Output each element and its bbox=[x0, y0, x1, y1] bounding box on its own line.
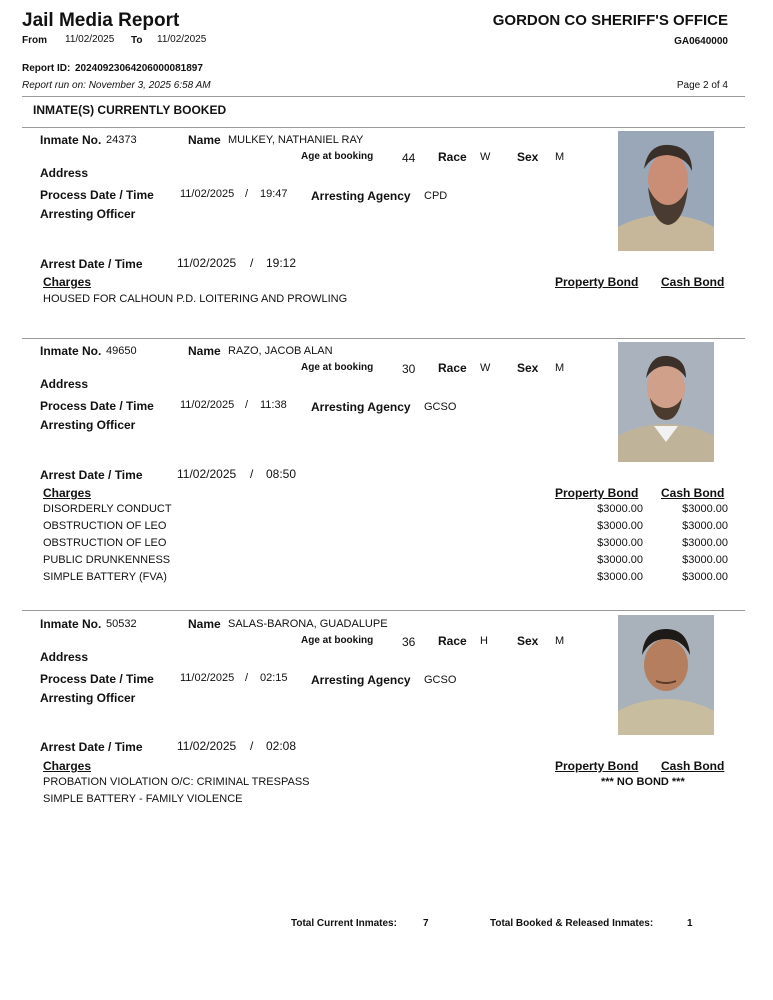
to-date: 11/02/2025 bbox=[157, 34, 207, 45]
race-value: W bbox=[480, 362, 491, 374]
inmate-photo bbox=[618, 131, 714, 251]
race-label: Race bbox=[438, 634, 467, 648]
age-label: Age at booking bbox=[301, 635, 374, 646]
cash-bond-amount: $3000.00 bbox=[682, 554, 728, 566]
process-slash: / bbox=[245, 399, 249, 411]
property-bond-amount: $3000.00 bbox=[597, 520, 643, 532]
report-run-on: Report run on: November 3, 2025 6:58 AM bbox=[22, 80, 211, 91]
no-bond-notice: *** NO BOND *** bbox=[601, 776, 685, 788]
race-value: W bbox=[480, 151, 491, 163]
sex-label: Sex bbox=[517, 361, 539, 375]
arresting-agency: GCSO bbox=[424, 401, 457, 413]
property-bond-amount: $3000.00 bbox=[597, 503, 643, 515]
age-value: 30 bbox=[402, 362, 416, 376]
race-value: H bbox=[480, 635, 488, 647]
inmate-no-label: Inmate No. bbox=[40, 344, 102, 358]
inmate-no: 49650 bbox=[106, 345, 137, 357]
arrest-date: 11/02/2025 bbox=[177, 467, 237, 481]
officer-label: Arresting Officer bbox=[40, 691, 136, 705]
total-released-value: 1 bbox=[687, 918, 693, 929]
inmate-photo bbox=[618, 615, 714, 735]
mugshot-image bbox=[618, 342, 714, 462]
arrest-date: 11/02/2025 bbox=[177, 739, 237, 753]
sex-label: Sex bbox=[517, 634, 539, 648]
agency-label: Arresting Agency bbox=[311, 400, 411, 414]
arresting-agency: CPD bbox=[424, 190, 448, 202]
arrest-time: 02:08 bbox=[266, 739, 297, 753]
address-label: Address bbox=[40, 650, 89, 664]
age-label: Age at booking bbox=[301, 151, 374, 162]
mugshot-image bbox=[618, 615, 714, 735]
property-bond-amount: $3000.00 bbox=[597, 554, 643, 566]
arrest-slash: / bbox=[250, 739, 254, 753]
process-label: Process Date / Time bbox=[40, 672, 154, 686]
agency-label: Arresting Agency bbox=[311, 189, 411, 203]
officer-label: Arresting Officer bbox=[40, 207, 136, 221]
charge-text: SIMPLE BATTERY - FAMILY VIOLENCE bbox=[43, 793, 243, 805]
name-label: Name bbox=[188, 133, 221, 147]
process-time: 02:15 bbox=[260, 672, 288, 684]
to-label: To bbox=[131, 35, 143, 46]
inmate-no-label: Inmate No. bbox=[40, 133, 102, 147]
arrest-time: 08:50 bbox=[266, 467, 297, 481]
agency-label: Arresting Agency bbox=[311, 673, 411, 687]
process-date: 11/02/2025 bbox=[180, 672, 235, 684]
page-number: Page 2 of 4 bbox=[676, 80, 728, 91]
process-time: 19:47 bbox=[260, 188, 288, 200]
cash-bond-amount: $3000.00 bbox=[682, 520, 728, 532]
sex-value: M bbox=[555, 362, 565, 374]
process-date: 11/02/2025 bbox=[180, 188, 235, 200]
charges-label: Charges bbox=[43, 486, 92, 500]
race-label: Race bbox=[438, 361, 467, 375]
arrest-date: 11/02/2025 bbox=[177, 256, 237, 270]
from-date: 11/02/2025 bbox=[65, 34, 115, 45]
charges-label: Charges bbox=[43, 275, 92, 289]
arrest-slash: / bbox=[250, 256, 254, 270]
record-divider bbox=[22, 610, 745, 611]
cash-bond-label: Cash Bond bbox=[661, 275, 725, 289]
arrest-label: Arrest Date / Time bbox=[40, 740, 143, 754]
address-label: Address bbox=[40, 377, 89, 391]
charge-text: HOUSED FOR CALHOUN P.D. LOITERING AND PROWLING bbox=[43, 293, 348, 305]
header-divider bbox=[22, 96, 745, 97]
arrest-label: Arrest Date / Time bbox=[40, 468, 143, 482]
inmate-name: RAZO, JACOB ALAN bbox=[228, 345, 333, 357]
charge-text: PROBATION VIOLATION O/C: CRIMINAL TRESPASS bbox=[43, 776, 310, 788]
race-label: Race bbox=[438, 150, 467, 164]
property-bond-amount: $3000.00 bbox=[597, 537, 643, 549]
property-bond-label: Property Bond bbox=[555, 486, 639, 500]
inmate-no-label: Inmate No. bbox=[40, 617, 102, 631]
mugshot-image bbox=[618, 131, 714, 251]
report-id: 20240923064206000081897 bbox=[75, 63, 203, 74]
sex-label: Sex bbox=[517, 150, 539, 164]
process-label: Process Date / Time bbox=[40, 399, 154, 413]
charge-text: PUBLIC DRUNKENNESS bbox=[43, 554, 171, 566]
record-divider bbox=[22, 338, 745, 339]
arrest-time: 19:12 bbox=[266, 256, 297, 270]
cash-bond-amount: $3000.00 bbox=[682, 503, 728, 515]
section-divider bbox=[22, 127, 745, 128]
property-bond-label: Property Bond bbox=[555, 275, 639, 289]
inmate-no: 24373 bbox=[106, 134, 137, 146]
process-slash: / bbox=[245, 188, 249, 200]
age-label: Age at booking bbox=[301, 362, 374, 373]
property-bond-amount: $3000.00 bbox=[597, 571, 643, 583]
charge-text: DISORDERLY CONDUCT bbox=[43, 503, 172, 515]
age-value: 44 bbox=[402, 151, 416, 165]
report-id-label: Report ID: bbox=[22, 63, 71, 74]
report-title: Jail Media Report bbox=[22, 10, 180, 31]
arrest-slash: / bbox=[250, 467, 254, 481]
total-current-value: 7 bbox=[423, 918, 429, 929]
charges-label: Charges bbox=[43, 759, 92, 773]
name-label: Name bbox=[188, 617, 221, 631]
charge-text: OBSTRUCTION OF LEO bbox=[43, 520, 167, 532]
process-label: Process Date / Time bbox=[40, 188, 154, 202]
name-label: Name bbox=[188, 344, 221, 358]
sex-value: M bbox=[555, 635, 565, 647]
total-current-label: Total Current Inmates: bbox=[291, 918, 397, 929]
officer-label: Arresting Officer bbox=[40, 418, 136, 432]
inmate-name: MULKEY, NATHANIEL RAY bbox=[228, 134, 364, 146]
charge-text: OBSTRUCTION OF LEO bbox=[43, 537, 167, 549]
process-slash: / bbox=[245, 672, 249, 684]
process-time: 11:38 bbox=[260, 399, 287, 411]
address-label: Address bbox=[40, 166, 89, 180]
sex-value: M bbox=[555, 151, 565, 163]
inmate-name: SALAS-BARONA, GUADALUPE bbox=[228, 618, 388, 630]
cash-bond-amount: $3000.00 bbox=[682, 571, 728, 583]
cash-bond-label: Cash Bond bbox=[661, 759, 725, 773]
cash-bond-amount: $3000.00 bbox=[682, 537, 728, 549]
arresting-agency: GCSO bbox=[424, 674, 457, 686]
arrest-label: Arrest Date / Time bbox=[40, 257, 143, 271]
inmate-photo bbox=[618, 342, 714, 462]
agency-name: GORDON CO SHERIFF'S OFFICE bbox=[492, 12, 728, 29]
inmate-no: 50532 bbox=[106, 618, 137, 630]
process-date: 11/02/2025 bbox=[180, 399, 235, 411]
agency-code: GA0640000 bbox=[674, 36, 728, 47]
age-value: 36 bbox=[402, 635, 416, 649]
property-bond-label: Property Bond bbox=[555, 759, 639, 773]
cash-bond-label: Cash Bond bbox=[661, 486, 725, 500]
charge-text: SIMPLE BATTERY (FVA) bbox=[43, 571, 167, 583]
section-title: INMATE(S) CURRENTLY BOOKED bbox=[33, 103, 227, 117]
total-released-label: Total Booked & Released Inmates: bbox=[490, 918, 654, 929]
from-label: From bbox=[22, 35, 47, 46]
